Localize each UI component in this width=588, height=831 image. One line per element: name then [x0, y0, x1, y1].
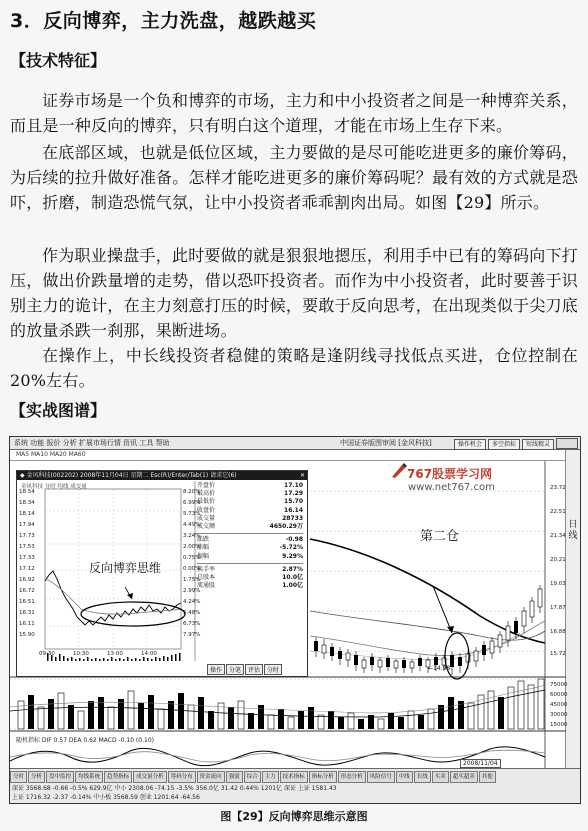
- tab[interactable]: 趋势指标: [104, 771, 132, 783]
- low-price-marker: ←14.98: [428, 665, 451, 672]
- tab[interactable]: 技术指标: [280, 771, 308, 783]
- title-bar: [10, 437, 580, 450]
- intraday-tab[interactable]: 评估: [245, 664, 263, 675]
- pct-tick: 8.20%: [183, 489, 201, 495]
- tab[interactable]: 中线: [396, 771, 413, 783]
- quote-row: 涨幅 -5.72%: [197, 544, 303, 552]
- tab[interactable]: 分析: [28, 771, 45, 783]
- volume-label: 30000: [550, 712, 568, 718]
- window-title: 中国证券版图审阅 [金风科技]: [340, 439, 432, 447]
- status-line-2: 上证 1716.32 -2.37 -0.14% 中小板 3568.59 创业 1201.64 -64.56: [12, 794, 200, 801]
- volume-bars: [18, 679, 544, 729]
- intraday-tab[interactable]: 分时: [264, 664, 282, 675]
- menu-bar[interactable]: 系统 功能 报价 分析 扩展市场行情 资讯 工具 帮助: [14, 439, 170, 447]
- y-tick: 17.12: [19, 566, 35, 572]
- y-tick: 17.94: [19, 522, 35, 528]
- indicator-bar: MA5 MA10 MA20 MA60: [10, 450, 571, 461]
- intraday-panel: [16, 470, 308, 677]
- y-tick: 16.11: [19, 621, 35, 627]
- intraday-header: ◆ 金风科技(002202) 2008年11月04日 星期二 Esc(R)/Enter/Tab(1) 请求它(6) ✕: [17, 471, 307, 480]
- intraday-tabs: [207, 664, 283, 675]
- intraday-tab[interactable]: 操作: [207, 664, 225, 675]
- section-title-features: 【技术特征】: [10, 51, 107, 70]
- annotation-second-position: 第二仓: [420, 529, 460, 544]
- y-tick: 17.73: [19, 533, 35, 539]
- quote-row: 振幅 9.29%: [197, 552, 303, 560]
- price-label: 16.88: [550, 629, 566, 635]
- second-position-ellipse: [445, 633, 469, 679]
- price-label: 19.03: [550, 581, 566, 587]
- tab[interactable]: 指标分析: [309, 771, 337, 783]
- pct-tick: 1.75%: [183, 577, 201, 583]
- quote-row: 最低价 15.70: [197, 498, 303, 506]
- pct-tick: 5.73%: [183, 511, 201, 517]
- tab[interactable]: 资金流向: [197, 771, 225, 783]
- date-box: 2008/11/04: [460, 759, 501, 768]
- tab[interactable]: 风险信号: [367, 771, 395, 783]
- window-controls[interactable]: [556, 438, 578, 449]
- bottom-bar: [10, 768, 580, 803]
- price-label: 17.87: [550, 605, 566, 611]
- pct-tick: 4.24%: [183, 599, 201, 605]
- tab[interactable]: 形态分析: [338, 771, 366, 783]
- pct-tick: 2.99%: [183, 588, 201, 594]
- pct-tick: 2.00%: [183, 544, 201, 550]
- pct-tick: 6.99%: [183, 500, 201, 506]
- tab[interactable]: 长线: [414, 771, 431, 783]
- quote-row: 最高价 17.29: [197, 490, 303, 498]
- price-label: 23.72: [550, 485, 566, 491]
- shakeout-ellipse: [81, 602, 185, 626]
- volume-label: 75000: [550, 682, 568, 688]
- paragraph-2: 在底部区域，也就是低位区域，主力要做的是尽可能吃进更多的廉价筹码，为后续的拉升做好准备。怎样才能吃进更多的廉价筹码呢？最有效的方式就是恐吓，折磨，制造恐慌气氛，让中小投资者乖乖割肉出局。如图【29】所示。: [10, 143, 578, 212]
- pct-tick: 5.48%: [183, 610, 201, 616]
- pct-tick: 4.49%: [183, 522, 201, 528]
- software-screenshot: [9, 436, 581, 804]
- top-button-2[interactable]: 多空指标: [488, 439, 520, 450]
- watermark-url: www.net767.com: [408, 482, 495, 493]
- price-label: 22.51: [550, 509, 566, 515]
- volume-label: 45000: [550, 702, 568, 708]
- pct-tick: 0.75%: [183, 555, 201, 561]
- quote-row: 开盘价 17.10: [197, 482, 303, 489]
- function-tabs: [10, 771, 497, 781]
- price-label: 15.72: [550, 651, 566, 657]
- y-tick: 16.31: [19, 610, 35, 616]
- tab[interactable]: 盘中监控: [46, 771, 74, 783]
- section-title-chart: 【实战图谱】: [10, 401, 107, 420]
- paragraph-1: 证券市场是一个负和博弈的市场，主力和中小投资者之间是一种博弈关系，而且是一种反向的博弈，只有明白这个道理，才能在市场上生存下来。: [10, 91, 578, 135]
- paragraph-4: 在操作上，中长线投资者稳健的策略是逢阴线寻找低点买进，仓位控制在20%左右。: [10, 346, 578, 390]
- tab[interactable]: 超买超卖: [450, 771, 478, 783]
- tab[interactable]: 分时: [10, 771, 27, 783]
- quote-row: 收盘价 16.14: [197, 506, 303, 514]
- annotation-reverse-thinking: 反向博弈思维: [89, 561, 162, 575]
- candles: [314, 585, 542, 675]
- tab[interactable]: 筹码分布: [168, 771, 196, 783]
- intraday-tab[interactable]: 分笔: [226, 664, 244, 675]
- quote-panel: [197, 482, 303, 590]
- top-button-1[interactable]: 操作机会: [454, 439, 486, 450]
- y-tick: 15.90: [19, 632, 35, 638]
- intraday-subtitle: 金风科技 分时 均线 成交量: [21, 484, 87, 490]
- quote-row: 涨跌 -0.98: [197, 536, 303, 544]
- y-tick: 18.34: [19, 500, 35, 506]
- x-tick: 14:00: [141, 651, 157, 657]
- indicator-header: 随机指标 DIF 0.57 DEA 0.62 MACD -0.10 (0.10): [16, 737, 154, 744]
- y-tick: 16.72: [19, 588, 35, 594]
- tab[interactable]: 综合: [244, 771, 261, 783]
- figure-caption: 图【29】反向博弈思维示意图: [220, 810, 368, 823]
- tab[interactable]: 成交量分析: [133, 771, 167, 783]
- y-tick: 17.53: [19, 544, 35, 550]
- pct-tick: 0.00%: [183, 566, 201, 572]
- price-label: 20.21: [550, 557, 566, 563]
- pct-tick: 6.73%: [183, 621, 201, 627]
- price-label: 21.34: [550, 533, 566, 539]
- tab[interactable]: 强弱: [226, 771, 243, 783]
- status-line: 深证 3568.68 -0.66 -0.5% 629.9亿 中小 2308.06 -74.15 -3.5% 356.0亿 31.42 0.44% 1201亿 深证 上证 1581.43: [12, 785, 337, 792]
- quote-row: 成交量 28733: [197, 514, 303, 522]
- y-tick: 18.54: [19, 489, 35, 495]
- side-strip[interactable]: [565, 450, 580, 768]
- watermark-title: 767股票学习网: [407, 467, 493, 481]
- x-tick: 09:30: [39, 651, 55, 657]
- tab[interactable]: 买卖: [432, 771, 449, 783]
- y-tick: 16.51: [19, 599, 35, 605]
- volume-label: 15000: [550, 722, 568, 728]
- quote-row: 总股本 10.0亿: [197, 573, 303, 581]
- pct-tick: 3.24%: [183, 533, 201, 539]
- y-tick: 17.33: [19, 555, 35, 561]
- tab[interactable]: 主力: [262, 771, 279, 783]
- y-tick: 18.14: [19, 511, 35, 517]
- pct-tick: 7.97%: [183, 632, 201, 638]
- intraday-avg-line: [45, 579, 181, 614]
- y-tick: 16.92: [19, 577, 35, 583]
- close-icon[interactable]: ✕: [299, 472, 305, 479]
- page-heading: 3．反向博弈，主力洗盘，越跌越买: [10, 10, 317, 32]
- quote-row: 流通股 1.00亿: [197, 582, 303, 590]
- quote-row: 成交额 4650.29万: [197, 522, 303, 530]
- top-button-3[interactable]: 短线精灵: [522, 439, 554, 450]
- tab[interactable]: 均线系统: [75, 771, 103, 783]
- pen-icon: [390, 461, 408, 479]
- quote-row: 换手率 2.87%: [197, 565, 303, 573]
- tab[interactable]: 其他: [479, 771, 496, 783]
- paragraph-3: 作为职业操盘手，此时要做的就是狠狠地摁压，利用手中已有的筹码向下打压，做出价跌量增的走势，借以恐吓投资者。而作为中小投资者，此时要善于识别主力的诡计，在主力刻意打压的时候，要敢于反向思考，在出现类似于尖刀底的放量杀跌一刹那，果断进场。: [10, 246, 578, 340]
- x-tick: 13:00: [107, 651, 123, 657]
- x-tick: 10:30: [73, 651, 89, 657]
- volume-label: 60000: [550, 692, 568, 698]
- side-label: 日线: [568, 520, 578, 541]
